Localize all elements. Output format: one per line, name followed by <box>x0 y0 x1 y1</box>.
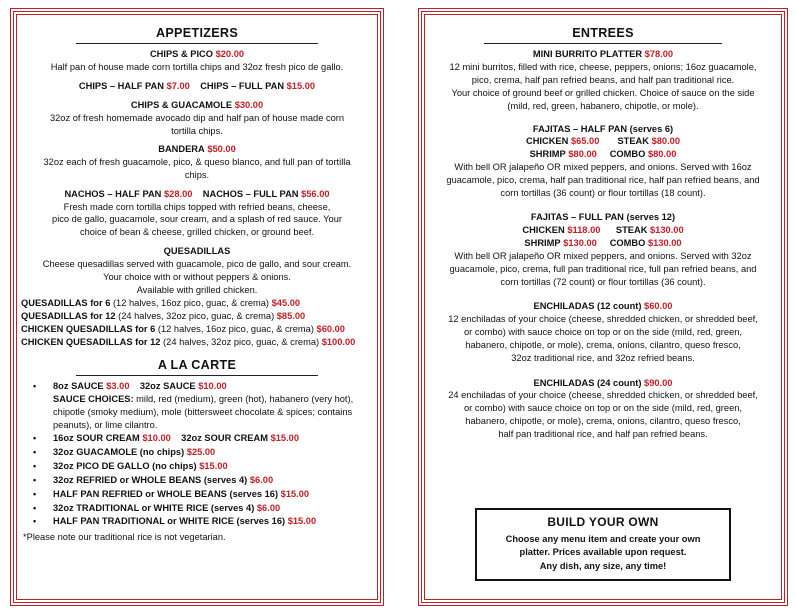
alacarte-list <box>29 380 373 528</box>
alacarte-heading: A LA CARTE <box>21 357 373 376</box>
list-item: • HALF PAN TRADITIONAL or WHITE RICE (serves 16) $15.00 <box>29 515 373 528</box>
list-item: • 8oz SAUCE $3.00 32oz SAUCE $10.00 SAUCE CHOICES: mild, red (medium), green (hot), habanero (very hot), chipotle (smoky medium), mole (bittersweet chocolate & spices; contains peanuts), or lime cilantro. <box>29 380 373 431</box>
list-item: • HALF PAN REFRIED or WHOLE BEANS (serves 16) $15.00 <box>29 488 373 501</box>
list-item: • 32oz PICO DE GALLO (no chips) $15.00 <box>29 460 373 473</box>
menu-item-chips-guacamole: CHIPS & GUACAMOLE $30.00 32oz of fresh homemade avocado dip and half pan of house made corn tortilla chips. <box>49 99 345 136</box>
menu-item-fajitas-full-pan: FAJITAS – FULL PAN (serves 12) CHICKEN $118.00 STEAK $130.00 SHRIMP $130.00 COMBO $130.00 With bell OR jalapeño OR mixed peppers, and onions. Served with 32oz guacamole, pico, crema, full pan traditional rice, full pan refried beans, and corn tortillas (72 count) or flour tortillas (36 count). <box>449 212 757 287</box>
quesadilla-line: CHICKEN QUESADILLAS for 6 (12 halves, 16oz pico, guac, & crema) $60.00 <box>21 324 345 335</box>
build-your-own-line: Choose any menu item and create your own <box>505 533 701 544</box>
entrees-panel <box>424 14 782 600</box>
appetizers-panel <box>16 14 378 600</box>
build-your-own-title: BUILD YOUR OWN <box>547 515 659 530</box>
list-item: • 32oz REFRIED or WHOLE BEANS (serves 4) $6.00 <box>29 474 373 487</box>
menu-item-quesadillas: QUESADILLAS Cheese quesadillas served with guacamole, pico de gallo, and sour cream. Your choice with or without peppers & onions. Available with grilled chicken. <box>42 246 352 295</box>
menu-item-mini-burrito-platter: MINI BURRITO PLATTER $78.00 12 mini burritos, filled with rice, cheese, peppers, onions; 16oz guacamole, pico, crema, half pan refried beans, and half pan traditional rice. Your choice of ground beef or grilled chicken. Choice of sauce on the side (mild, red, green, habanero, chipotle, or mole). <box>449 49 757 111</box>
quesadilla-line: QUESADILLAS for 6 (12 halves, 16oz pico, guac, & crema) $45.00 <box>21 298 301 309</box>
menu-item-fajitas-half-pan: FAJITAS – HALF PAN (serves 6) CHICKEN $65.00 STEAK $80.00 SHRIMP $80.00 COMBO $80.00 With bell OR jalapeño OR mixed peppers, and onions. Served with 16oz guacamole, pico, crema, half pan traditional rice, half pan refried beans, and corn tortillas (36 count) or flour tortillas (18 count). <box>446 123 760 198</box>
appetizers-heading: APPETIZERS <box>21 25 373 44</box>
build-your-own-line: Any dish, any size, any time! <box>539 560 667 571</box>
list-item: • 16oz SOUR CREAM $10.00 32oz SOUR CREAM $15.00 <box>29 432 373 445</box>
quesadilla-price-list <box>21 297 373 348</box>
build-your-own-box <box>475 508 731 581</box>
menu-item-chips-pico: CHIPS & PICO $20.00 Half pan of house made corn tortilla chips and 32oz fresh pico de gallo. <box>50 49 344 73</box>
rice-note: *Please note our traditional rice is not vegetarian. <box>23 532 226 543</box>
entrees-content <box>429 25 777 595</box>
menu-item-nachos: NACHOS – HALF PAN $28.00 NACHOS – FULL PAN $56.00 Fresh made corn tortilla chips topped with refried beans, cheese, pico de gallo, guacamole, sour cream, and a splash of red sauce. Your choice of bean & cheese, grilled chicken, or ground beef. <box>52 188 342 238</box>
menu-item-bandera: BANDERA $50.00 32oz each of fresh guacamole, pico, & queso blanco, and full pan of tortilla chips. <box>43 144 351 180</box>
entrees-heading: ENTREES <box>429 25 777 44</box>
quesadilla-line: CHICKEN QUESADILLAS for 12 (24 halves, 32oz pico, guac, & crema) $100.00 <box>21 336 356 347</box>
menu-item-enchiladas-12: ENCHILADAS (12 count) $60.00 12 enchiladas of your choice (cheese, shredded chicken, or shredded beef, or combo) with sauce choice on top or on the side (mild, red, green, habanero, chipotle, or mole), crema, onions, cilantro, queso fresco, 32oz traditional rice, and 32oz refried beans. <box>448 301 758 363</box>
list-item: • 32oz GUACAMOLE (no chips) $25.00 <box>29 446 373 459</box>
quesadilla-line: QUESADILLAS for 12 (24 halves, 32oz pico, guac, & crema) $85.00 <box>21 311 306 322</box>
menu-item-enchiladas-24: ENCHILADAS (24 count) $90.00 24 enchiladas of your choice (cheese, shredded chicken, or shredded beef, or combo) with sauce choice on top or on the side (mild, red, green, habanero, chipotle, or mole), crema, onions, cilantro, queso fresco, half pan traditional rice, and half pan refried beans. <box>448 377 758 439</box>
build-your-own-line: platter. Prices available upon request. <box>519 547 687 558</box>
appetizers-content <box>21 25 373 595</box>
menu-item-chips-pans: CHIPS – HALF PAN $7.00 CHIPS – FULL PAN $15.00 <box>78 81 316 92</box>
list-item: • 32oz TRADITIONAL or WHITE RICE (serves 4) $6.00 <box>29 502 373 515</box>
